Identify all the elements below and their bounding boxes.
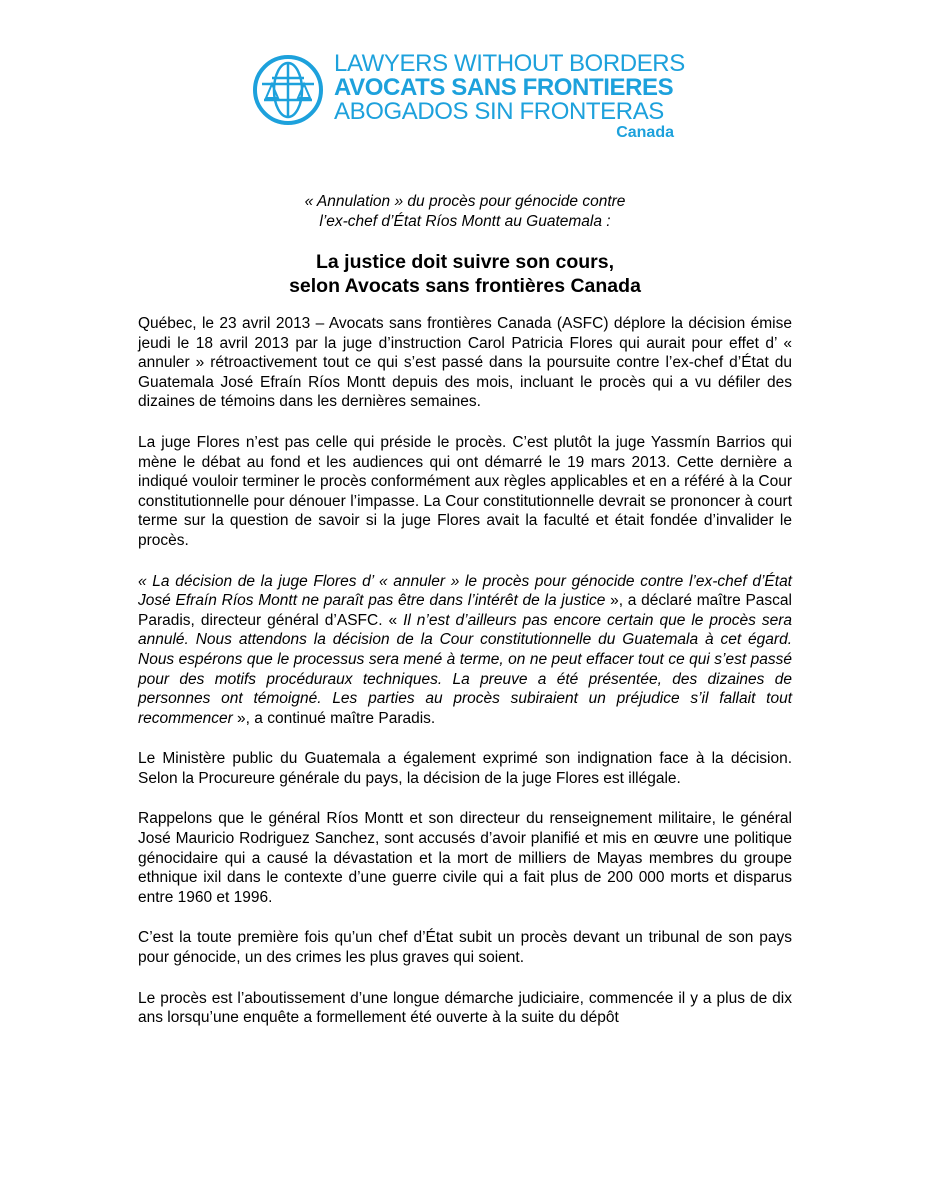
paragraph-6: C’est la toute première fois qu’un chef d’État subit un procès devant un tribunal de son pays pour génocide, un des crimes les plus graves qui soient. (138, 929, 792, 967)
organization-logo (252, 50, 685, 142)
subtitle-line-1: « Annulation » du procès pour génocide contre (304, 193, 626, 210)
document-subtitle (138, 192, 792, 232)
logo-line-country: Canada (616, 124, 674, 141)
attribution-2: », a continué maître Paradis. (232, 709, 436, 727)
paragraph-1: Québec, le 23 avril 2013 – Avocats sans frontières Canada (ASFC) déplore la décision émise jeudi le 18 avril 2013 par la juge d’instruction Carol Patricia Flores qui aurait pour effet d’ « annuler » rétroactivement tout ce qui s’est passé dans la poursuite contre l’ex-chef d’État du Guatemala José Efraín Ríos Montt depuis des mois, incluant le procès qui a vu défiler des dizaines de témoins dans les dernières semaines. (138, 315, 792, 411)
quote-2: Il n’est d’ailleurs pas encore certain que le procès sera annulé. Nous attendons la décision de la Cour constitutionnelle du Guatemala à cet égard. Nous espérons que le processus sera mené à terme, on ne peut effacer tout ce qui s’est passé pour des motifs procéduraux techniques. La preuve a été présentée, des dizaines de personnes ont témoigné. Les parties au procès subiraient un préjudice s’il fallait tout recommencer (138, 611, 792, 727)
quote-1: « La décision de la juge Flores d’ « annuler » le procès pour génocide contre l’ex-chef d’État José Efraín Ríos Montt ne paraît pas être dans l’intérêt de la justice (138, 572, 792, 610)
logo-line-spanish: ABOGADOS SIN FRONTERAS (334, 98, 664, 125)
subtitle-line-2: l’ex-chef d’État Ríos Montt au Guatemala : (319, 213, 611, 230)
paragraph-4: Le Ministère public du Guatemala a également exprimé son indignation face à la décision. Selon la Procureure générale du pays, la décision de la juge Flores est illégale. (138, 750, 792, 787)
title-line-1: La justice doit suivre son cours, (316, 251, 614, 273)
press-release-body (138, 192, 792, 1049)
globe-scales-icon (252, 54, 324, 126)
attribution-1: », a déclaré maître Pascal Paradis, directeur général d’ASFC. « (138, 592, 792, 629)
paragraph-7: Le procès est l’aboutissement d’une longue démarche judiciaire, commencée il y a plus de dix ans lorsqu’une enquête a formellement été ouverte à la suite du dépôt (138, 989, 792, 1027)
logo-line-french: AVOCATS SANS FRONTIERES (334, 74, 674, 101)
paragraph-5: Rappelons que le général Ríos Montt et son directeur du renseignement militaire, le général José Mauricio Rodriguez Sanchez, sont accusés d’avoir planifié et mis en œuvre une politique génocidaire qui a causé la dévastation et la mort de milliers de Mayas membres du groupe ethnique ixil dans le contexte d’une guerre civile qui a fait plus de 200 000 morts et disparus entre 1960 et 1996. (138, 810, 792, 906)
paragraph-2: La juge Flores n’est pas celle qui préside le procès. C’est plutôt la juge Yassmín Barrios qui mène le débat au fond et les audiences qui ont démarré le 19 mars 2013. Cette dernière a indiqué vouloir terminer le procès conformément aux règles applicables et en a référé à la Cour constitutionnelle pour dénouer l’impasse. La Cour constitutionnelle devrait se prononcer à court terme sur la question de savoir si la juge Flores avait la faculté et était fondée d’invalider le procès. (138, 433, 792, 549)
title-line-2: selon Avocats sans frontières Canada (289, 275, 641, 297)
logo-line-english: LAWYERS WITHOUT BORDERS (334, 50, 685, 77)
paragraph-3 (138, 572, 792, 729)
document-title (138, 250, 792, 298)
